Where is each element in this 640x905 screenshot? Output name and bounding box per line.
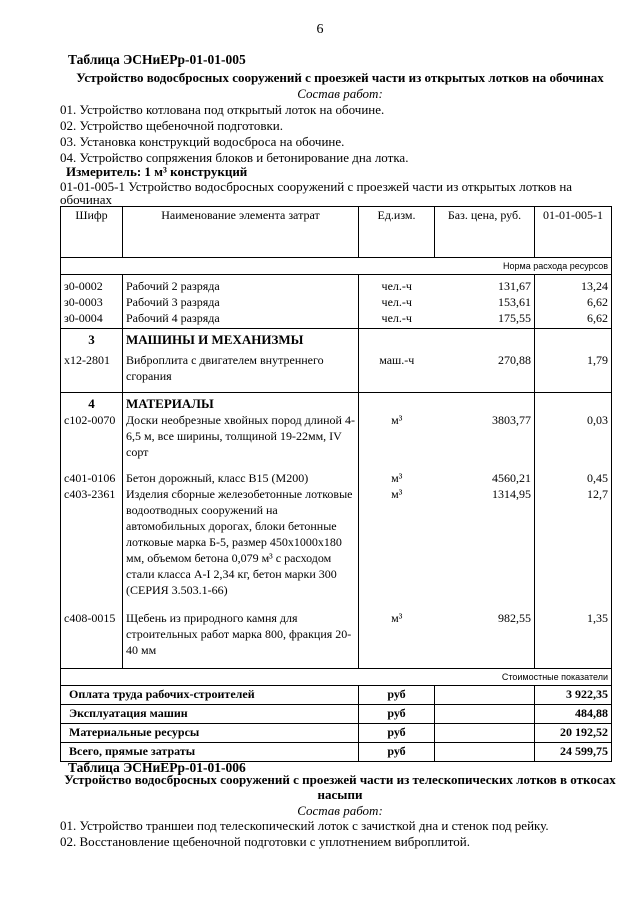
total-3-unit: руб: [359, 724, 435, 743]
material-4-norm: 1,35: [535, 610, 612, 669]
table2-heading: Устройство водосбросных сооружений с проезжей части из телескопических лотков в откосах насыпи: [64, 772, 616, 802]
total-row: [61, 705, 612, 724]
page-number: 6: [316, 22, 324, 37]
machines-section-row: [61, 329, 612, 349]
table1-item-line1: 01-01-005-1 Устройство водосбросных сооружений с проезжей части из открытых лотков на: [60, 179, 573, 194]
table1-work-1: 01. Устройство котлована под открытый лоток на обочине.: [60, 102, 385, 117]
total-1-unit: руб: [359, 686, 435, 705]
table-header-row: [61, 207, 612, 258]
material-3-unit: м³: [391, 487, 403, 501]
table1-work-4: 04. Устройство сопряжения блоков и бетонирование дна лотка.: [60, 150, 409, 165]
machines-num: 3: [61, 329, 123, 349]
total-2-unit: руб: [359, 705, 435, 724]
material-1-unit: м³: [391, 413, 403, 427]
material-4-code: с408-0015: [61, 610, 123, 669]
cost-caption-row: [61, 669, 612, 686]
header-name: Наименование элемента затрат: [123, 207, 359, 258]
table2-work-1: 01. Устройство траншеи под телескопический лоток с зачисткой дна и стенок под рейку.: [60, 818, 549, 833]
material-1-norm: 0,03: [535, 412, 612, 470]
material-2-code: с401-0106: [61, 470, 123, 486]
norm-caption: Норма расхода ресурсов: [61, 258, 612, 275]
labor-2-name: Рабочий 3 разряда: [123, 294, 359, 310]
labor-1-name: Рабочий 2 разряда: [123, 275, 359, 295]
table1-sostav-label: Состав работ:: [297, 86, 383, 101]
table-row: [61, 412, 612, 470]
material-2-norm: 0,45: [535, 470, 612, 486]
table-row: [61, 486, 612, 610]
table-row: [61, 348, 612, 393]
material-4-name: Щебень из природного камня для строительных работ марка 800, фракция 20-40 мм: [123, 610, 359, 669]
cost-caption: Стоимостные показатели: [61, 669, 612, 686]
header-code: Шифр: [61, 207, 123, 258]
labor-2-unit: чел.-ч: [381, 295, 412, 309]
header-unit: Ед.изм.: [359, 207, 435, 258]
labor-2-code: з0-0003: [61, 294, 123, 310]
table1-meter: Измеритель: 1 м³ конструкций: [66, 164, 248, 179]
total-3-label: Материальные ресурсы: [61, 724, 359, 743]
total-2-value: 484,88: [535, 705, 612, 724]
material-3-code: с403-2361: [61, 486, 123, 610]
total-1-label: Оплата труда рабочих-строителей: [61, 686, 359, 705]
total-4-value: 24 599,75: [535, 743, 612, 762]
table2-title: Таблица ЭСНиЕРр-01-01-006: [68, 760, 246, 775]
material-2-price: 4560,21: [492, 471, 531, 485]
machines-title: МАШИНЫ И МЕХАНИЗМЫ: [123, 329, 359, 349]
labor-1-code: з0-0002: [61, 275, 123, 295]
total-2-label: Эксплуатация машин: [61, 705, 359, 724]
table2-work-2: 02. Восстановление щебеночной подготовки с уплотнением виброплитой.: [60, 834, 470, 849]
resource-table: [60, 206, 612, 762]
total-row: [61, 743, 612, 762]
table1-work-2: 02. Устройство щебеночной подготовки.: [60, 118, 283, 133]
total-row: [61, 724, 612, 743]
materials-num: 4: [61, 393, 123, 413]
labor-2-price: 153,61: [498, 295, 531, 309]
header-norm: 01-01-005-1: [535, 207, 612, 258]
material-2-unit: м³: [391, 471, 403, 485]
table-row: [61, 610, 612, 669]
labor-3-code: з0-0004: [61, 310, 123, 329]
table2-sostav-label: Состав работ:: [297, 803, 383, 818]
labor-1-norm: 13,24: [535, 275, 612, 295]
total-1-value: 3 922,35: [535, 686, 612, 705]
total-3-value: 20 192,52: [535, 724, 612, 743]
material-1-name: Доски необрезные хвойных пород длиной 4-6,5 м, все ширины, толщиной 19-22мм, IV сорт: [123, 412, 359, 470]
machine-1-unit: маш.-ч: [359, 348, 435, 393]
material-4-unit: м³: [391, 611, 403, 625]
total-4-unit: руб: [359, 743, 435, 762]
table1-title: Таблица ЭСНиЕРр-01-01-005: [68, 52, 246, 67]
table-row: [61, 275, 612, 295]
machine-1-code: х12-2801: [61, 348, 123, 393]
header-price: Баз. цена, руб.: [435, 207, 535, 258]
labor-2-norm: 6,62: [535, 294, 612, 310]
material-2-name: Бетон дорожный, класс В15 (М200): [123, 470, 359, 486]
material-3-norm: 12,7: [535, 486, 612, 610]
total-4-label: Всего, прямые затраты: [61, 743, 359, 762]
material-4-price: 982,55: [498, 611, 531, 625]
table1-heading: Устройство водосбросных сооружений с проезжей части из открытых лотков на обочинах: [76, 70, 604, 85]
table-row: [61, 470, 612, 486]
machine-1-norm: 1,79: [535, 348, 612, 393]
norm-caption-row: [61, 258, 612, 275]
material-3-price: 1314,95: [492, 487, 531, 501]
labor-3-name: Рабочий 4 разряда: [123, 310, 359, 329]
labor-3-norm: 6,62: [535, 310, 612, 329]
materials-title: МАТЕРИАЛЫ: [123, 393, 359, 413]
machine-1-name: Виброплита с двигателем внутреннего сгорания: [123, 348, 359, 393]
material-1-price: 3803,77: [492, 413, 531, 427]
labor-3-unit: чел.-ч: [359, 310, 435, 329]
material-3-name: Изделия сборные железобетонные лотковые водоотводных сооружений на автомобильных дорогах, блоки бетонные лотковые марка Б-5, размер 450х1000х180 мм, объемом бетона 0,079 м³ с расходом стали класса А-I 2,34 кг, бетон марки 300 (СЕРИЯ 3.503.1-66): [123, 486, 359, 610]
table1-work-3: 03. Установка конструкций водосброса на обочине.: [60, 134, 345, 149]
machine-1-price: 270,88: [435, 348, 535, 393]
material-1-code: с102-0070: [61, 412, 123, 470]
labor-3-price: 175,55: [435, 310, 535, 329]
materials-section-row: [61, 393, 612, 413]
total-row: [61, 686, 612, 705]
table-row: [61, 310, 612, 329]
labor-1-price: 131,67: [498, 279, 531, 293]
table1-item-line2: обочинах: [60, 192, 112, 207]
labor-1-unit: чел.-ч: [381, 279, 412, 293]
table-row: [61, 294, 612, 310]
